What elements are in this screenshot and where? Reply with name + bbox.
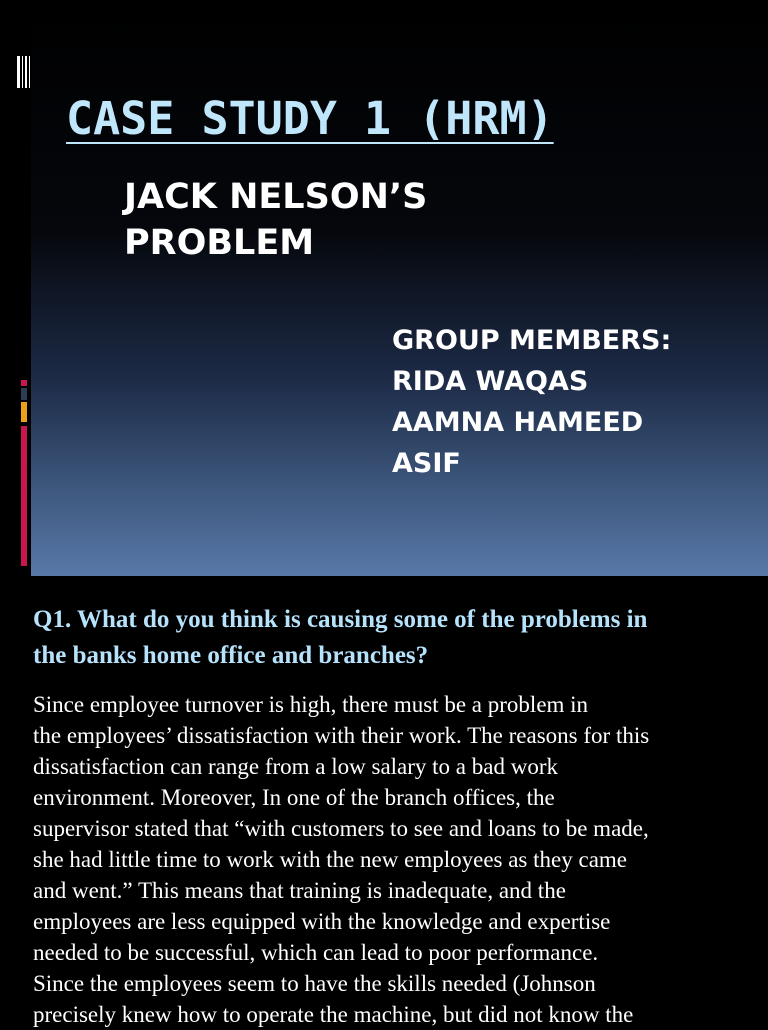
answer-line: employees are less equipped with the knowledge and expertise xyxy=(33,909,611,934)
answer-line: and went.” This means that training is inadequate, and the xyxy=(33,878,566,903)
member-name: AAMNA HAMEED xyxy=(392,407,644,438)
question-line: Q1. What do you think is causing some of the problems in xyxy=(33,606,648,633)
answer-line: precisely knew how to operate the machine, but did not know the xyxy=(33,1002,634,1027)
answer-line: dissatisfaction can range from a low salary to a bad work xyxy=(33,754,558,779)
slide-subtitle xyxy=(124,174,524,266)
subtitle-line: PROBLEM xyxy=(124,223,315,263)
accent-bar-pink-top xyxy=(21,380,27,386)
subtitle-line: JACK NELSON’S xyxy=(124,177,428,217)
members-heading: GROUP MEMBERS: xyxy=(392,325,672,356)
answer-line: she had little time to work with the new employees as they came xyxy=(33,847,628,872)
accent-bar-yellow xyxy=(21,402,27,422)
answer-line: supervisor stated that “with customers to see and loans to be made, xyxy=(33,816,649,841)
answer-line: environment. Moreover, In one of the branch offices, the xyxy=(33,785,555,810)
question-heading xyxy=(33,602,733,674)
answer-line: Since the employees seem to have the skills needed (Johnson xyxy=(33,971,596,996)
member-name: ASIF xyxy=(392,448,461,479)
answer-text xyxy=(33,689,733,1030)
slide-title: CASE STUDY 1 (HRM) xyxy=(66,92,554,145)
group-members xyxy=(392,320,671,484)
question-slide xyxy=(0,576,768,1027)
answer-line: Since employee turnover is high, there must be a problem in xyxy=(33,692,589,717)
member-name: RIDA WAQAS xyxy=(392,366,589,397)
accent-bar-dark xyxy=(21,388,27,400)
answer-line: needed to be successful, which can lead to poor performance. xyxy=(33,940,599,965)
question-line: the banks home office and branches? xyxy=(33,642,429,669)
accent-bar-pink-long xyxy=(21,426,27,566)
answer-line: the employees’ dissatisfaction with their work. The reasons for this xyxy=(33,723,650,748)
